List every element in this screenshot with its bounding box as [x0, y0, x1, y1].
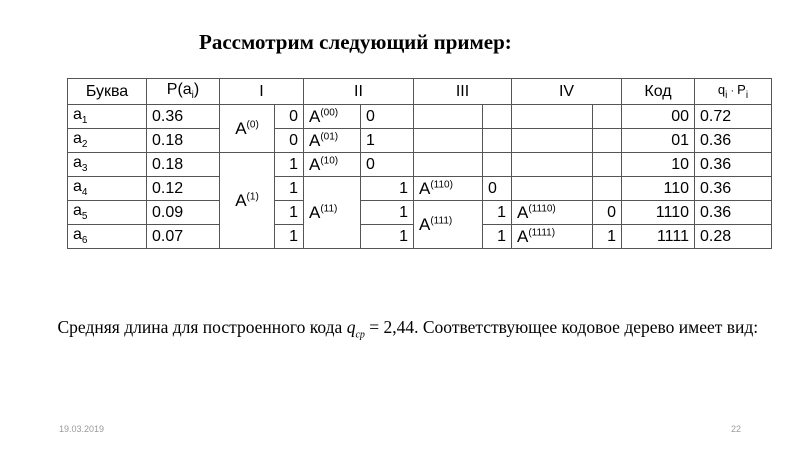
average-length-paragraph: Средняя длина для построенного кода $q_{ср} = 2,44$. Соответствующее кодовое дерево имеет вид: — [57, 317, 759, 341]
code-cell: 1110 — [622, 201, 695, 225]
prob-cell: 0.36 — [147, 105, 220, 129]
slide-title: Рассмотрим следующий пример: — [199, 30, 512, 54]
header-probability: $P(a_i)$ — [147, 79, 220, 105]
qp-cell: 0.36 — [695, 201, 772, 225]
bit-cell: 1 — [361, 201, 414, 225]
group-a10: $A^{(10)}$ — [304, 153, 361, 177]
bit-cell: 1 — [275, 177, 304, 201]
bit-cell: 0 — [361, 153, 414, 177]
footer-page-number: 22 — [731, 424, 742, 434]
bit-cell: 1 — [361, 225, 414, 249]
footer-date: 19.03.2019 — [59, 424, 105, 434]
qp-cell: 0.28 — [695, 225, 772, 249]
prob-cell: 0.18 — [147, 129, 220, 153]
bit-cell: 0 — [593, 201, 622, 225]
bit-cell: 0 — [275, 129, 304, 153]
header-code: Код — [622, 79, 695, 105]
letter-cell: $a_3$ — [68, 153, 147, 177]
bit-cell: 1 — [593, 225, 622, 249]
header-letter: Буква — [68, 79, 147, 105]
header-step-1: I — [220, 79, 304, 105]
prob-cell: 0.18 — [147, 153, 220, 177]
letter-cell: $a_5$ — [68, 201, 147, 225]
bit-cell: 1 — [275, 153, 304, 177]
letter-cell: $a_6$ — [68, 225, 147, 249]
table-row — [68, 105, 772, 129]
bit-cell: 0 — [275, 105, 304, 129]
qp-cell: 0.36 — [695, 129, 772, 153]
group-a00: $A^{(00)}$ — [304, 105, 361, 129]
table-row — [68, 153, 772, 177]
code-cell: 10 — [622, 153, 695, 177]
qp-cell: 0.36 — [695, 153, 772, 177]
code-cell: 00 — [622, 105, 695, 129]
code-cell: 01 — [622, 129, 695, 153]
table-row — [68, 177, 772, 201]
code-cell: 110 — [622, 177, 695, 201]
bit-cell: 1 — [275, 225, 304, 249]
group-a1: $A^{(1)}$ — [220, 153, 275, 249]
table-row — [68, 201, 772, 225]
bit-cell: 1 — [361, 177, 414, 201]
group-a0: $A^{(0)}$ — [220, 105, 275, 153]
header-qp: $q_i \cdot P_i$ — [695, 79, 772, 105]
header-step-2: II — [304, 79, 414, 105]
bit-cell: 1 — [483, 201, 512, 225]
qp-cell: 0.72 — [695, 105, 772, 129]
group-a01: $A^{(01)}$ — [304, 129, 361, 153]
group-a1110: $A^{(1110)}$ — [512, 201, 593, 225]
bit-cell: 0 — [483, 177, 512, 201]
header-step-3: III — [414, 79, 512, 105]
bit-cell: 1 — [275, 201, 304, 225]
prob-cell: 0.09 — [147, 201, 220, 225]
prob-cell: 0.12 — [147, 177, 220, 201]
group-a1111: $A^{(1111)}$ — [512, 225, 593, 249]
letter-cell: $a_1$ — [68, 105, 147, 129]
bit-cell: 0 — [361, 105, 414, 129]
code-table — [67, 78, 772, 249]
group-a111: $A^{(111)}$ — [414, 201, 483, 249]
header-step-4: IV — [512, 79, 622, 105]
bit-cell: 1 — [361, 129, 414, 153]
letter-cell: $a_4$ — [68, 177, 147, 201]
group-a11: $A^{(11)}$ — [304, 177, 361, 249]
bit-cell: 1 — [483, 225, 512, 249]
table-header-row — [68, 79, 772, 105]
qp-cell: 0.36 — [695, 177, 772, 201]
prob-cell: 0.07 — [147, 225, 220, 249]
code-cell: 1111 — [622, 225, 695, 249]
group-a110: $A^{(110)}$ — [414, 177, 483, 201]
letter-cell: $a_2$ — [68, 129, 147, 153]
table-row — [68, 129, 772, 153]
